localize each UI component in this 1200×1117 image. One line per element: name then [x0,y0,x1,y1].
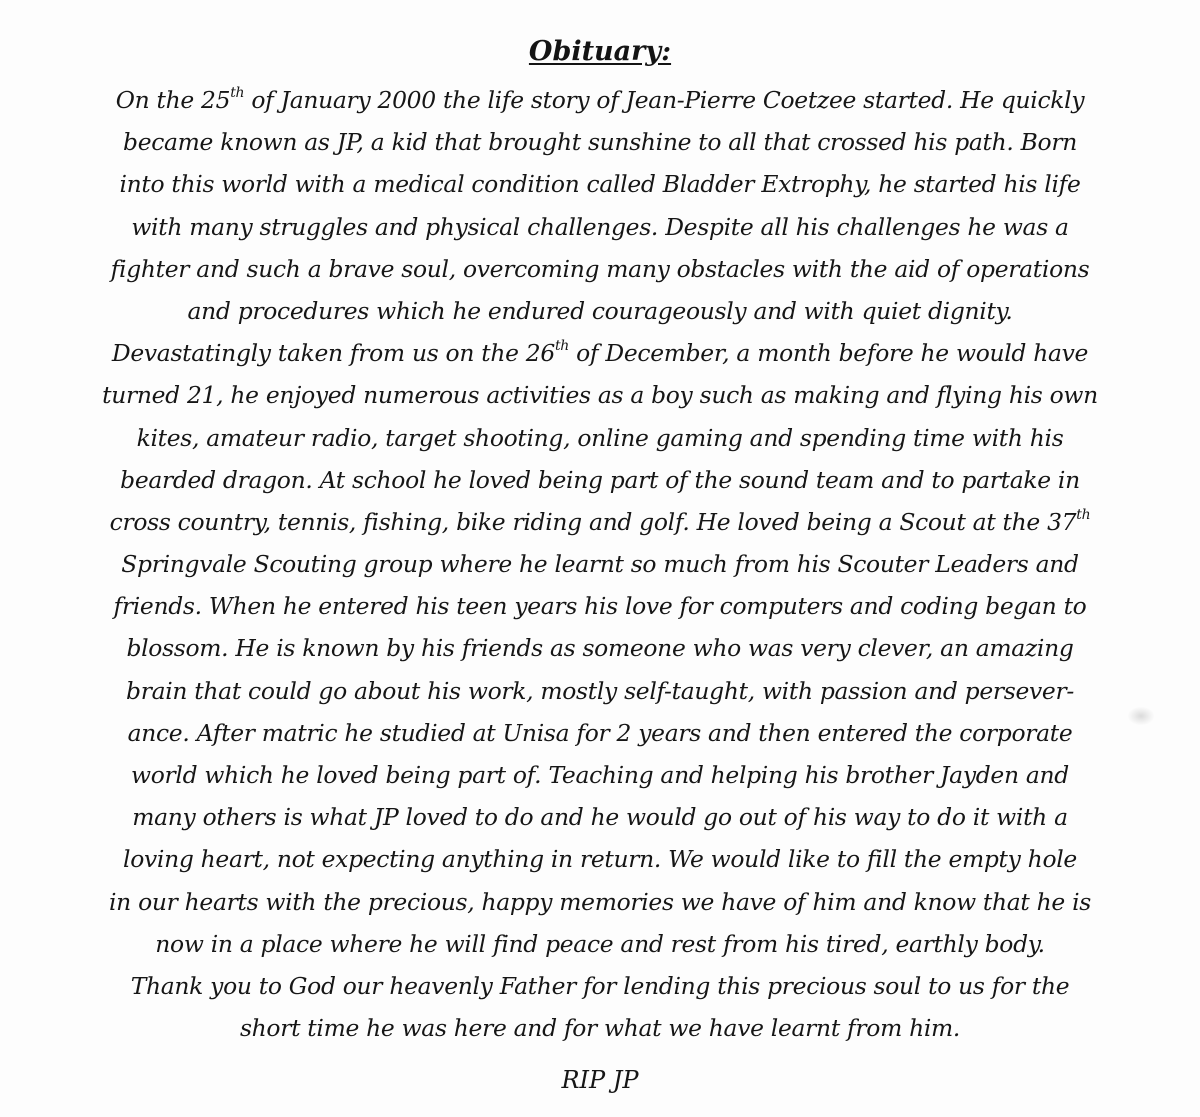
text-line: into this world with a medical condition called Bladder Extrophy, he started his life [119,170,1081,199]
text-line: cross country, tennis, fishing, bike riding and golf. He loved being a Scout at the 37th [109,506,1091,536]
text-line: became known as JP, a kid that brought sunshine to all that crossed his path. Born [123,128,1077,157]
text-line: bearded dragon. At school he loved being part of the sound team and to partake in [120,465,1080,494]
page-title: Obituary: [528,36,672,67]
text-line: now in a place where he will find peace and rest from his tired, earthly body. [155,929,1045,958]
text-line: turned 21, he enjoyed numerous activities as a boy such as making and flying his own [102,381,1098,410]
text-line: in our hearts with the precious, happy memories we have of him and know that he is [109,887,1091,916]
text-line: kites, amateur radio, target shooting, online gaming and spending time with his [136,423,1064,452]
paper-smudge [1128,707,1154,725]
signoff: RIP JP [561,1066,639,1094]
text-line: ance. After matric he studied at Unisa for 2 years and then entered the corporate [127,718,1073,747]
text-line: blossom. He is known by his friends as someone who was very clever, an amazing [126,634,1074,663]
text-line: with many struggles and physical challenges. Despite all his challenges he was a [131,212,1069,241]
text-line: world which he loved being part of. Teaching and helping his brother Jayden and [131,761,1069,789]
text-line: friends. When he entered his teen years his love for computers and coding began to [113,592,1087,621]
text-line: Devastatingly taken from us on the 26th of December, a month before he would have [111,338,1089,368]
text-line: loving heart, not expecting anything in return. We would like to fill the empty hole [123,845,1077,874]
text-line: On the 25th of January 2000 the life story of Jean-Pierre Coetzee started. He quickly [115,85,1085,114]
text-line: Springvale Scouting group where he learnt so much from his Scouter Leaders and [121,550,1079,579]
text-line: short time he was here and for what we have learnt from him. [239,1014,961,1043]
text-line: brain that could go about his work, mostly self-taught, with passion and persever- [126,676,1074,705]
text-line: Thank you to God our heavenly Father for lending this precious soul to us for the [130,971,1070,1000]
text-line: fighter and such a brave soul, overcoming many obstacles with the aid of operations [110,254,1090,283]
text-line: many others is what JP loved to do and he would go out of his way to do it with a [132,803,1068,832]
obituary-body [0,79,1200,1049]
text-line: and procedures which he endured courageously and with quiet dignity. [187,296,1013,325]
